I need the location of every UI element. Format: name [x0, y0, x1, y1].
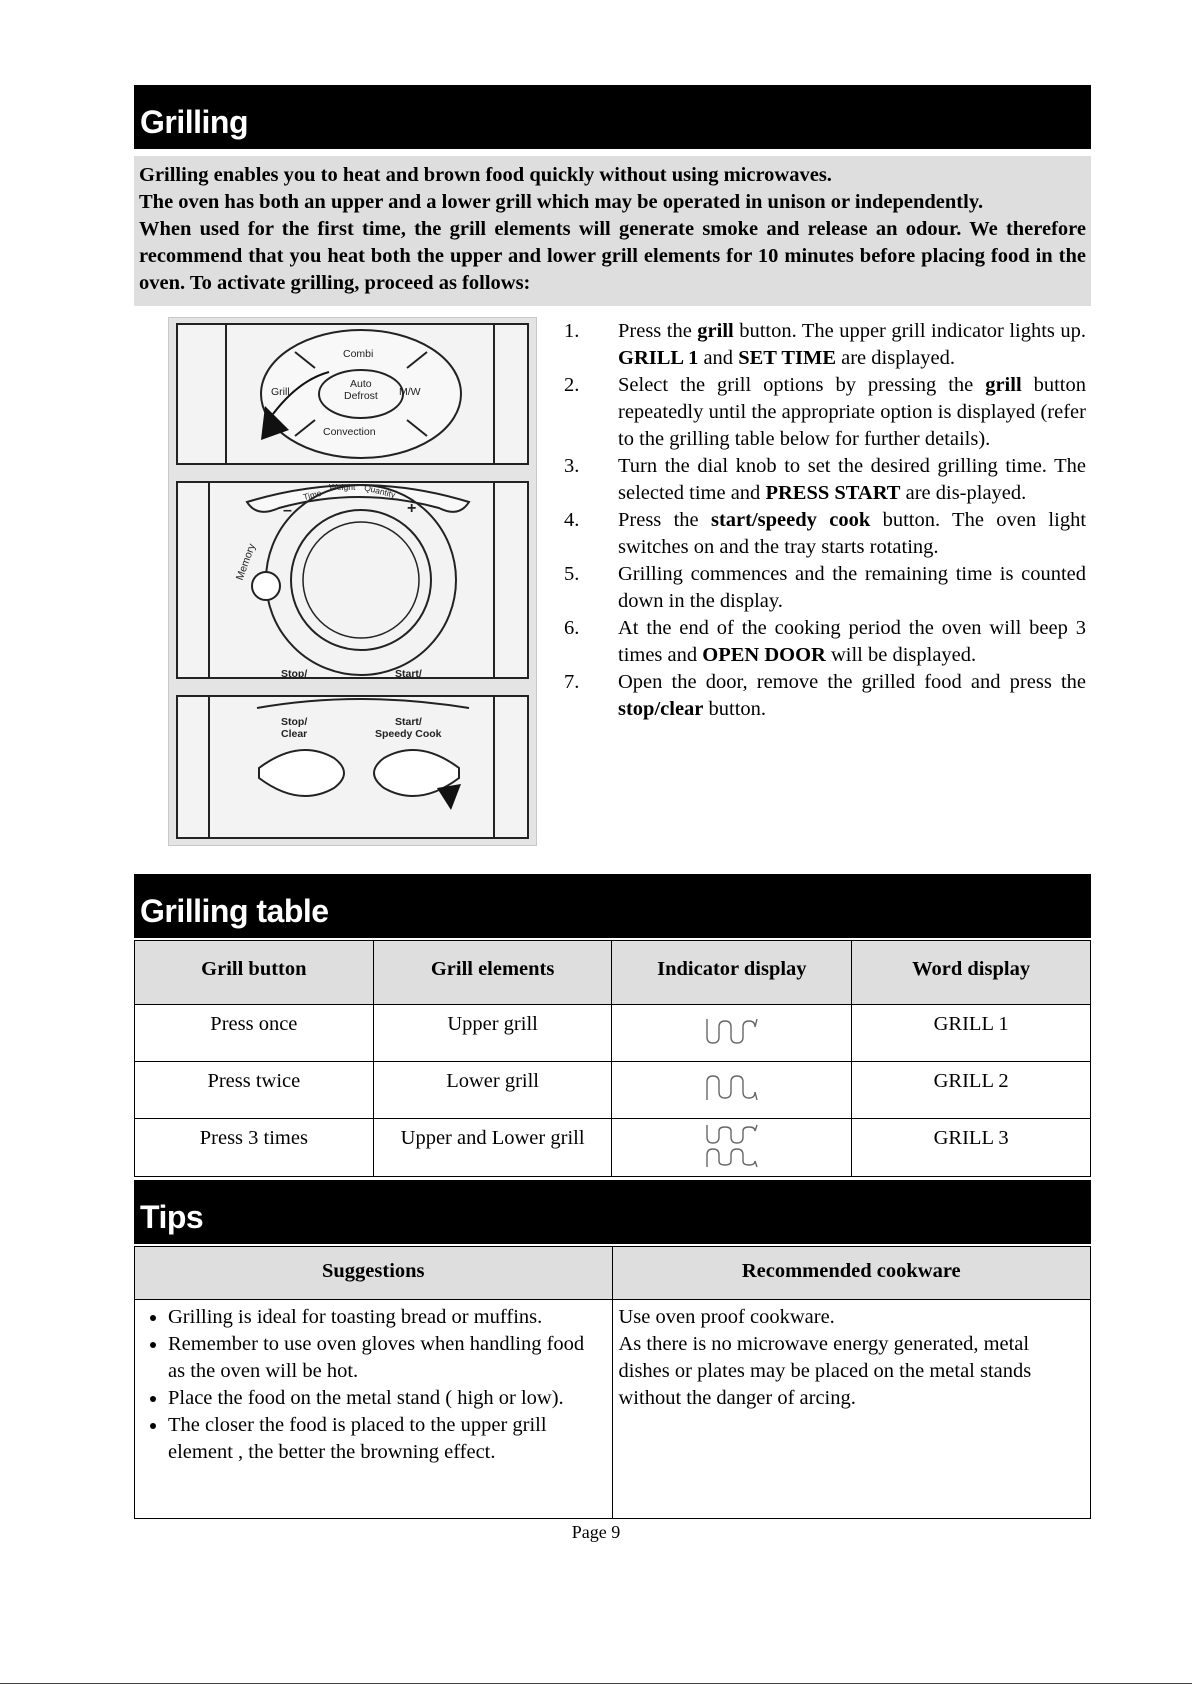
cell-indicator	[612, 1005, 852, 1062]
step-item: 5. Grilling commences and the remaining time is counted down in the display.	[564, 563, 1086, 612]
grill-label: Grill	[271, 386, 290, 398]
cell-word-display: GRILL 3	[852, 1119, 1091, 1177]
step-item: 7. Open the door, remove the grilled food and press the stop/clear button.	[564, 671, 1086, 720]
table-row	[135, 1300, 1091, 1519]
table-row	[135, 1119, 1091, 1177]
intro-line: When used for the first time, the grill elements will generate smoke and release an odour. We therefore recommend that you heat both the upper and lower grill elements for 10 minutes before placing food in the oven. To activate grilling, proceed as follows:	[139, 218, 1086, 294]
start-label: Start/	[395, 716, 422, 728]
memory-label: Memory	[233, 542, 259, 582]
list-item: • Grilling is ideal for toasting bread or muffins.	[168, 1304, 606, 1331]
speedy-cook-label: Speedy Cook	[375, 728, 442, 740]
intro-line: Grilling enables you to heat and brown food quickly without using microwaves.	[139, 164, 832, 186]
weight-label: Weight	[329, 482, 356, 492]
minus-label: –	[283, 502, 292, 519]
auto-label: Auto	[350, 378, 372, 390]
defrost-label: Defrost	[344, 390, 378, 402]
clear-label: Clear	[281, 728, 308, 740]
convection-label: Convection	[323, 426, 376, 438]
header-suggestions: Suggestions	[135, 1247, 613, 1300]
quantity-label: Quantity	[363, 482, 397, 500]
stop-label: Stop/	[281, 716, 308, 728]
step-item: 1. Press the grill button. The upper grill indicator lights up. GRILL 1 and SET TIME are displayed.	[564, 320, 1087, 369]
intro-line: The oven has both an upper and a lower grill which may be operated in unison or independently.	[139, 191, 984, 213]
table-row	[135, 1005, 1091, 1062]
upper-lower-grill-icon	[702, 1123, 762, 1169]
intro-box	[134, 156, 1091, 306]
table-header-row	[135, 1247, 1091, 1300]
control-panel-illustration	[168, 317, 537, 846]
cell-indicator	[612, 1119, 852, 1177]
cell-grill-elements: Upper grill	[373, 1005, 612, 1062]
cell-grill-button: Press once	[135, 1005, 374, 1062]
cell-indicator	[612, 1062, 852, 1119]
time-label: Time	[302, 487, 323, 503]
section-header-grilling: Grilling	[134, 85, 1091, 149]
mw-label: M/W	[399, 386, 421, 398]
suggestions-list	[141, 1304, 606, 1466]
step-item: 6. At the end of the cooking period the oven will beep 3 times and OPEN DOOR will be displayed.	[564, 617, 1086, 666]
header-grill-button: Grill button	[135, 941, 374, 1005]
step-item: 3. Turn the dial knob to set the desired grilling time. The selected time and PRESS START are dis-played.	[564, 455, 1086, 504]
cell-grill-button: Press twice	[135, 1062, 374, 1119]
bottom-rule	[0, 1683, 1192, 1684]
header-indicator-display: Indicator display	[612, 941, 852, 1005]
grilling-table	[134, 940, 1091, 1177]
cell-grill-button: Press 3 times	[135, 1119, 374, 1177]
step-item: 2. Select the grill options by pressing the grill button repeatedly until the appropriate option is displayed (refer to the grilling table below for further details).	[564, 374, 1086, 450]
plus-label: +	[407, 500, 417, 517]
section-header-tips: Tips	[134, 1180, 1091, 1244]
table-header-row	[135, 941, 1091, 1005]
cell-word-display: GRILL 1	[852, 1005, 1091, 1062]
header-recommended-cookware: Recommended cookware	[612, 1247, 1091, 1300]
list-item: • Remember to use oven gloves when handling food as the oven will be hot.	[168, 1331, 606, 1385]
stop-label-top: Stop/	[281, 668, 308, 680]
cell-grill-elements: Upper and Lower grill	[373, 1119, 612, 1177]
list-item: • The closer the food is placed to the upper grill element , the better the browning effect.	[168, 1412, 606, 1466]
cookware-cell	[612, 1300, 1091, 1519]
table-row	[135, 1062, 1091, 1119]
section-header-grilling-table: Grilling table	[134, 874, 1091, 938]
suggestions-cell	[135, 1300, 613, 1519]
upper-grill-icon	[702, 1013, 762, 1047]
list-item: • Place the food on the metal stand ( high or low).	[168, 1385, 606, 1412]
combi-label: Combi	[343, 348, 374, 360]
header-grill-elements: Grill elements	[373, 941, 612, 1005]
header-word-display: Word display	[852, 941, 1091, 1005]
cookware-line: As there is no microwave energy generated, metal dishes or plates may be placed on the metal stands without the danger of arcing.	[618, 1333, 1032, 1409]
tips-table	[134, 1246, 1091, 1519]
cell-word-display: GRILL 2	[852, 1062, 1091, 1119]
cell-grill-elements: Lower grill	[373, 1062, 612, 1119]
step-item: 4. Press the start/speedy cook button. The oven light switches on and the tray starts rotating.	[564, 509, 1087, 558]
page-number: Page 9	[571, 1522, 621, 1542]
cookware-line: Use oven proof cookware.	[618, 1306, 835, 1328]
lower-grill-icon	[702, 1070, 762, 1104]
start-label-top: Start/	[395, 668, 422, 680]
instruction-steps	[564, 318, 1086, 723]
